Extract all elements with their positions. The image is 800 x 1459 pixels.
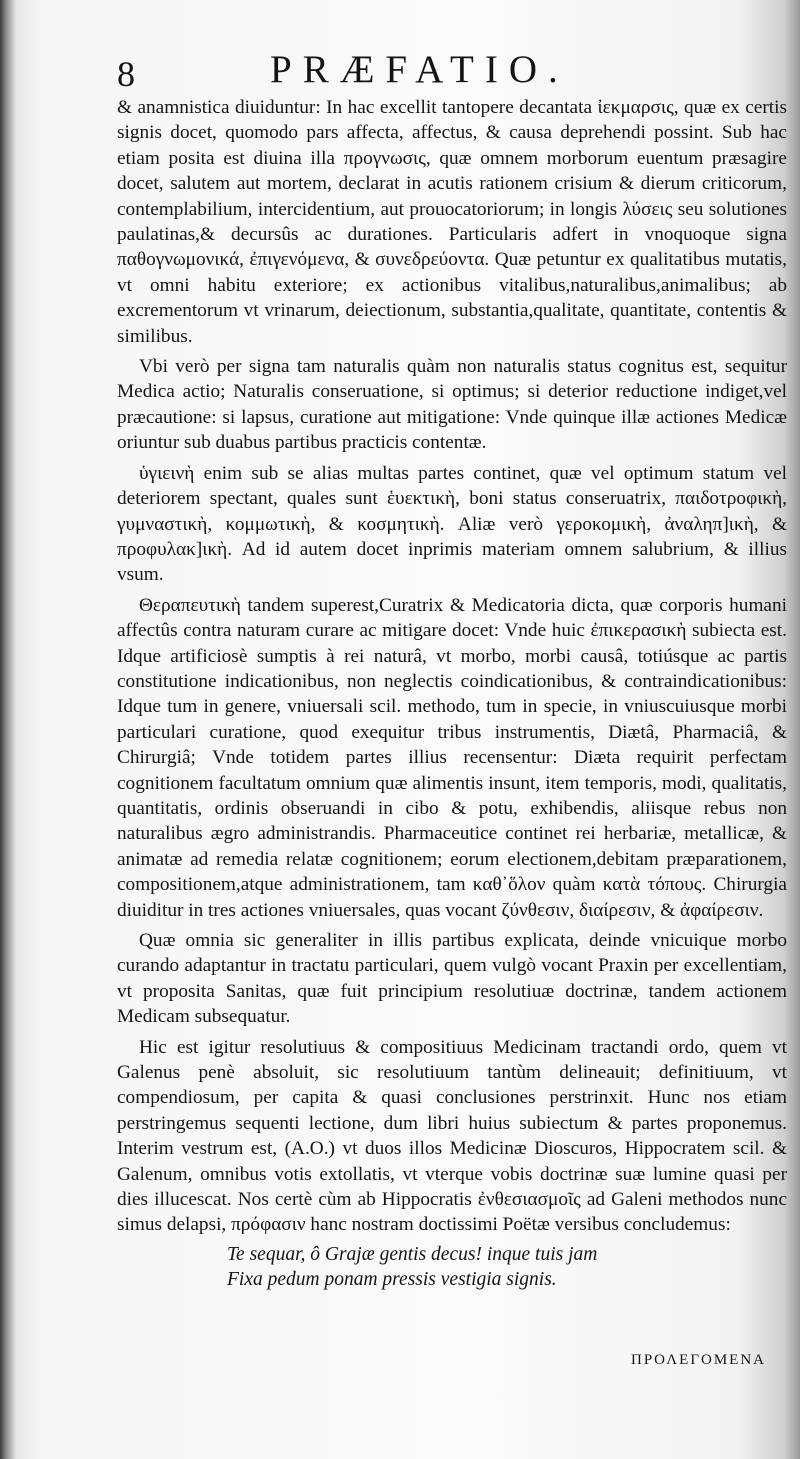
- verse-quotation: [227, 1242, 787, 1292]
- paragraph: & anamnistica diuiduntur: In hac excellit tantopere decantata ἰεκμαρσις, quæ ex certis signis docet, quomodo pars affecta, affectus, & causa deprehendi possint. Sub hac etiam posita est diuina illa προγνωσις, quæ omnem morborum euentum præsagire docet, salutem aut mortem, declarat in acutis rationem crisium & dierum criticorum, contemplabilium, intercidentium, aut prouocatoriorum; in longis λύσεις seu solutiones paulatinas,& decursûs ac durationes. Particularis adfert in vnoquoque signa παθογνωμονικά, ἐπιγενόμενα, & συνεδρεύοντα. Quæ petuntur ex qualitatibus mutatis, vt omni habitu exteriore; ex actionibus vitalibus,naturalibus,animalibus; ab excrementorum vt vrinarum, deiectionum, substantia,qualitate, quantitate, contentis & similibus.: [117, 97, 787, 347]
- paragraph: Hic est igitur resolutiuus & compositiuus Medicinam tractandi ordo, quem vt Galenus penè absoluit, sic resolutiuum tantùm delineauit; definitiuum, vt compendiosum, per capita & quasi conclusiones perstrinxit. Hunc nos etiam perstringemus sequenti lectione, dum libri huius subiectum & partes proponemus. Interim vestrum est, (A.O.) vt duos illos Medicinæ Dioscuros, Hippocratem scil. & Galenum, omnibus votis extollatis, vt vterque vobis doctrinæ suæ lumine quasi per dies illucescat. Nos certè cùm ab Hippocratis ἐνθεσιασμοῖς ad Galeni methodos nunc simus delapsi, πρόφασιν hanc nostram doctissimi Poëtæ versibus concludemus:: [117, 1036, 787, 1236]
- paragraph: Quæ omnia sic generaliter in illis partibus explicata, deinde vnicuique morbo curando adaptantur in tractatu particulari, quem vulgò vocant Praxin per excellentiam, vt proposita Sanitas, quæ fuit principium resolutiuæ doctrinæ, tandem actionem Medicam subsequatur.: [117, 930, 787, 1028]
- page-number: 8: [117, 54, 135, 94]
- paragraph: Vbi verò per signa tam naturalis quàm non naturalis status cognitus est, sequitur Medica actio; Naturalis conseruatione, si optimus; si deterior reductione indiget,vel præcautione: si lapsus, curatione aut mitigatione: Vnde quinque illæ actiones Medicæ oriuntur sub duabus partibus practicis contentæ.: [117, 356, 787, 454]
- page-header: [0, 40, 800, 94]
- paragraph: ὑγιεινὴ enim sub se alias multas partes continet, quæ vel optimum statum vel deteriorem spectant, quales sunt ἑυεκτικὴ, boni status conseruatrix, παιδοτροφικὴ, γυμναστικὴ, κομμωτικὴ, & κοσμητικὴ. Aliæ verò γεροκομικὴ, ἀναληπ]ικὴ, & προφυλακ]ικὴ. Ad id autem docet inprimis materiam omnem salubrium, & illius vsum.: [117, 462, 787, 586]
- verse-line: Fixa pedum ponam pressis vestigia signis.: [227, 1268, 557, 1290]
- paragraph: Θεραπευτικὴ tandem superest,Curatrix & Medicatoria dicta, quæ corporis humani affectûs contra naturam curare ac mitigare docet: Vnde huic ἐπικερασικὴ subiecta est. Idque artificiosè sumptis à rei naturâ, vt morbo, morbi causâ, totiúsque ac partis constitutione indicationibus, non neglectis coindicationibus, & contraindicationibus: Idque tum in genere, vniuersali scil. methodo, tum in specie, in vniuscuiusque morbi particulari curatione, quod exequitur tribus instrumentis, Diætâ, Pharmaciâ, & Chirurgiâ; Vnde totidem partes illius recensentur: Diæta requirit perfectam cognitionem facultatum omnium quæ alimentis insunt, item temporis, modi, qualitatis, quantitatis, ordinis obseruandi in cibo & potu, exhibendis, aliisque rebus non naturalibus ægro administrandis. Pharmaceutice continet rei herbariæ, metallicæ, & animatæ ad remedia relatæ cognitionem; eorum electionem,debitam præparationem, compositionem,atque administrationem, tam καθ᾿ὅλον quàm κατὰ τόπους. Chirurgia diuiditur in tres actiones vniuersales, quas vocant ζύνθεσιν, διαίρεσιν, & ἀφαίρεσιν.: [117, 594, 787, 921]
- body-text: [117, 95, 787, 1292]
- verse-line: Te sequar, ô Grajæ gentis decus! inque tuis jam: [227, 1243, 598, 1265]
- running-title: PRÆFATIO.: [270, 48, 569, 91]
- catchword: ΠΡΟΛΕΓΟΜΕΝΑ: [631, 1352, 766, 1368]
